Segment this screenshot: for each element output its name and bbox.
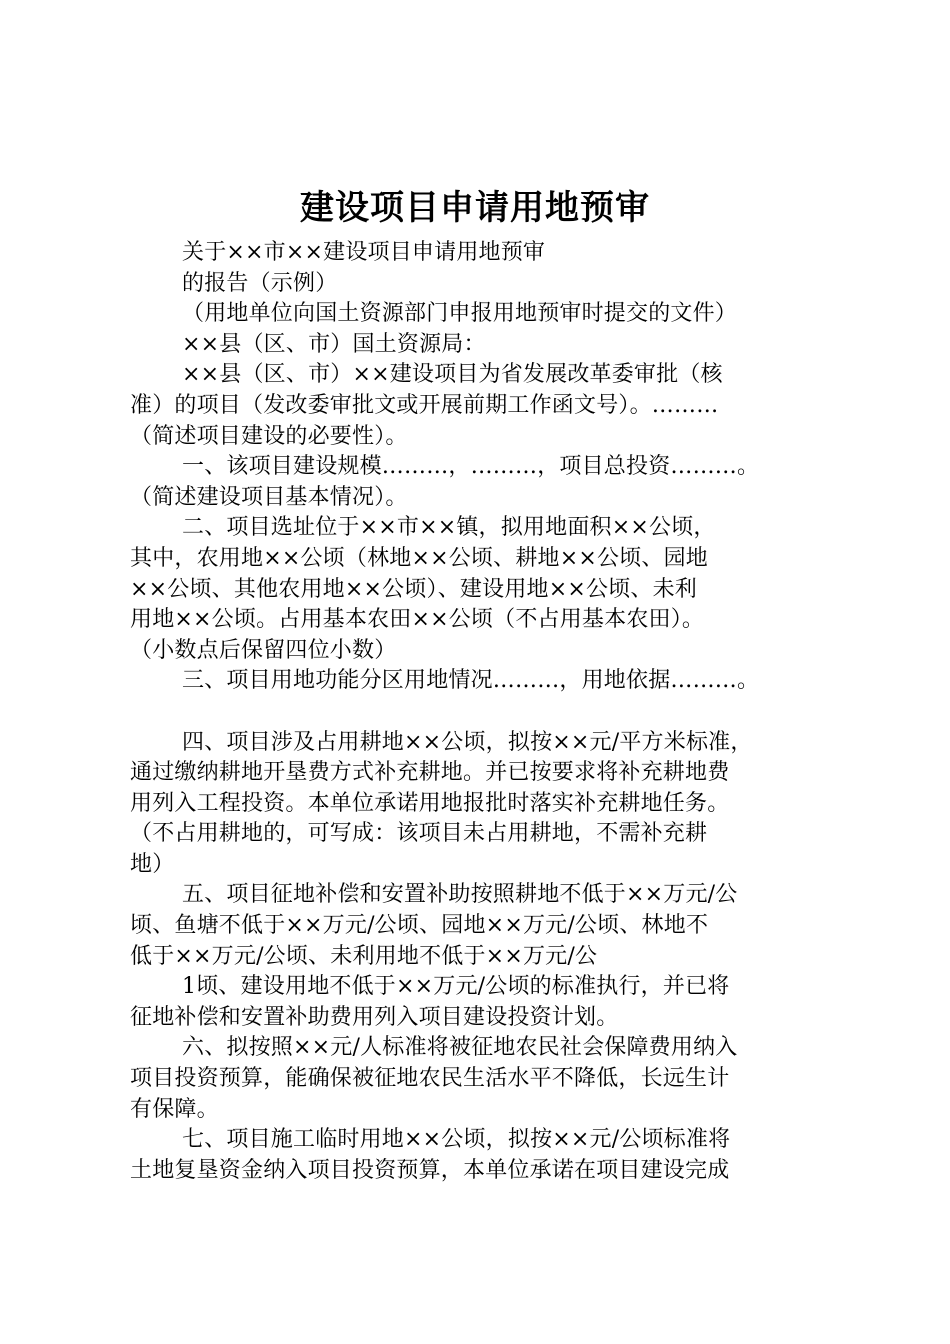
body-line: 有保障。 bbox=[130, 1096, 219, 1122]
body-line: 七、项目施工临时用地××公顷，拟按××元/公顷标准将 bbox=[182, 1127, 731, 1153]
body-line: 二、项目选址位于××市××镇，拟用地面积××公顷， bbox=[182, 515, 716, 541]
body-line: 的报告（示例） bbox=[182, 270, 338, 296]
body-line: 通过缴纳耕地开垦费方式补充耕地。并已按要求将补充耕地费 bbox=[130, 760, 730, 786]
body-line: 用列入工程投资。本单位承诺用地报批时落实补充耕地任务。 bbox=[130, 790, 730, 816]
body-line: 一、该项目建设规模………，………，项目总投资………。 bbox=[182, 454, 760, 480]
body-line: 1顷、建设用地不低于××万元/公顷的标准执行，并已将 bbox=[182, 974, 730, 1000]
document-body bbox=[130, 238, 850, 1186]
body-line: 三、项目用地功能分区用地情况………，用地依据………。 bbox=[182, 668, 760, 694]
body-line: ××县（区、市）××建设项目为省发展改革委审批（核 bbox=[182, 362, 723, 388]
body-line: 项目投资预算，能确保被征地农民生活水平不降低，长远生计 bbox=[130, 1066, 730, 1092]
body-line: （不占用耕地的，可写成：该项目未占用耕地，不需补充耕 bbox=[130, 821, 708, 847]
body-line: 四、项目涉及占用耕地××公顷，拟按××元/平方米标准， bbox=[182, 729, 753, 755]
body-line: 关于××市××建设项目申请用地预审 bbox=[182, 240, 546, 265]
body-line: 顷、鱼塘不低于××万元/公顷、园地××万元/公顷、林地不 bbox=[130, 913, 709, 939]
body-line: （小数点后保留四位小数） bbox=[130, 637, 397, 663]
body-line: ××公顷、其他农用地××公顷）、建设用地××公顷、未利 bbox=[130, 576, 698, 602]
blank-line bbox=[130, 697, 850, 728]
body-line: （简述建设项目基本情况）。 bbox=[130, 484, 408, 510]
body-line: 征地补偿和安置补助费用列入项目建设投资计划。 bbox=[130, 1004, 619, 1030]
body-line: 准）的项目（发改委审批文或开展前期工作函文号）。……… bbox=[130, 392, 719, 418]
body-line: 地） bbox=[130, 851, 175, 877]
body-line: 六、拟按照××元/人标准将被征地农民社会保障费用纳入 bbox=[182, 1035, 738, 1061]
document-title: 建设项目申请用地预审 bbox=[300, 188, 650, 228]
body-line: 其中，农用地××公顷（林地××公顷、耕地××公顷、园地 bbox=[130, 545, 709, 571]
body-line: 低于××万元/公顷、未利用地不低于××万元/公 bbox=[130, 943, 598, 969]
body-line: 土地复垦资金纳入项目投资预算，本单位承诺在项目建设完成 bbox=[130, 1157, 730, 1183]
body-line: （简述项目建设的必要性）。 bbox=[130, 423, 408, 449]
body-line: 五、项目征地补偿和安置补助按照耕地不低于××万元/公 bbox=[182, 882, 738, 908]
body-line: （用地单位向国土资源部门申报用地预审时提交的文件） bbox=[182, 301, 738, 327]
body-line: ××县（区、市）国土资源局： bbox=[182, 331, 486, 357]
body-line: 用地××公顷。占用基本农田××公顷（不占用基本农田）。 bbox=[130, 607, 705, 633]
